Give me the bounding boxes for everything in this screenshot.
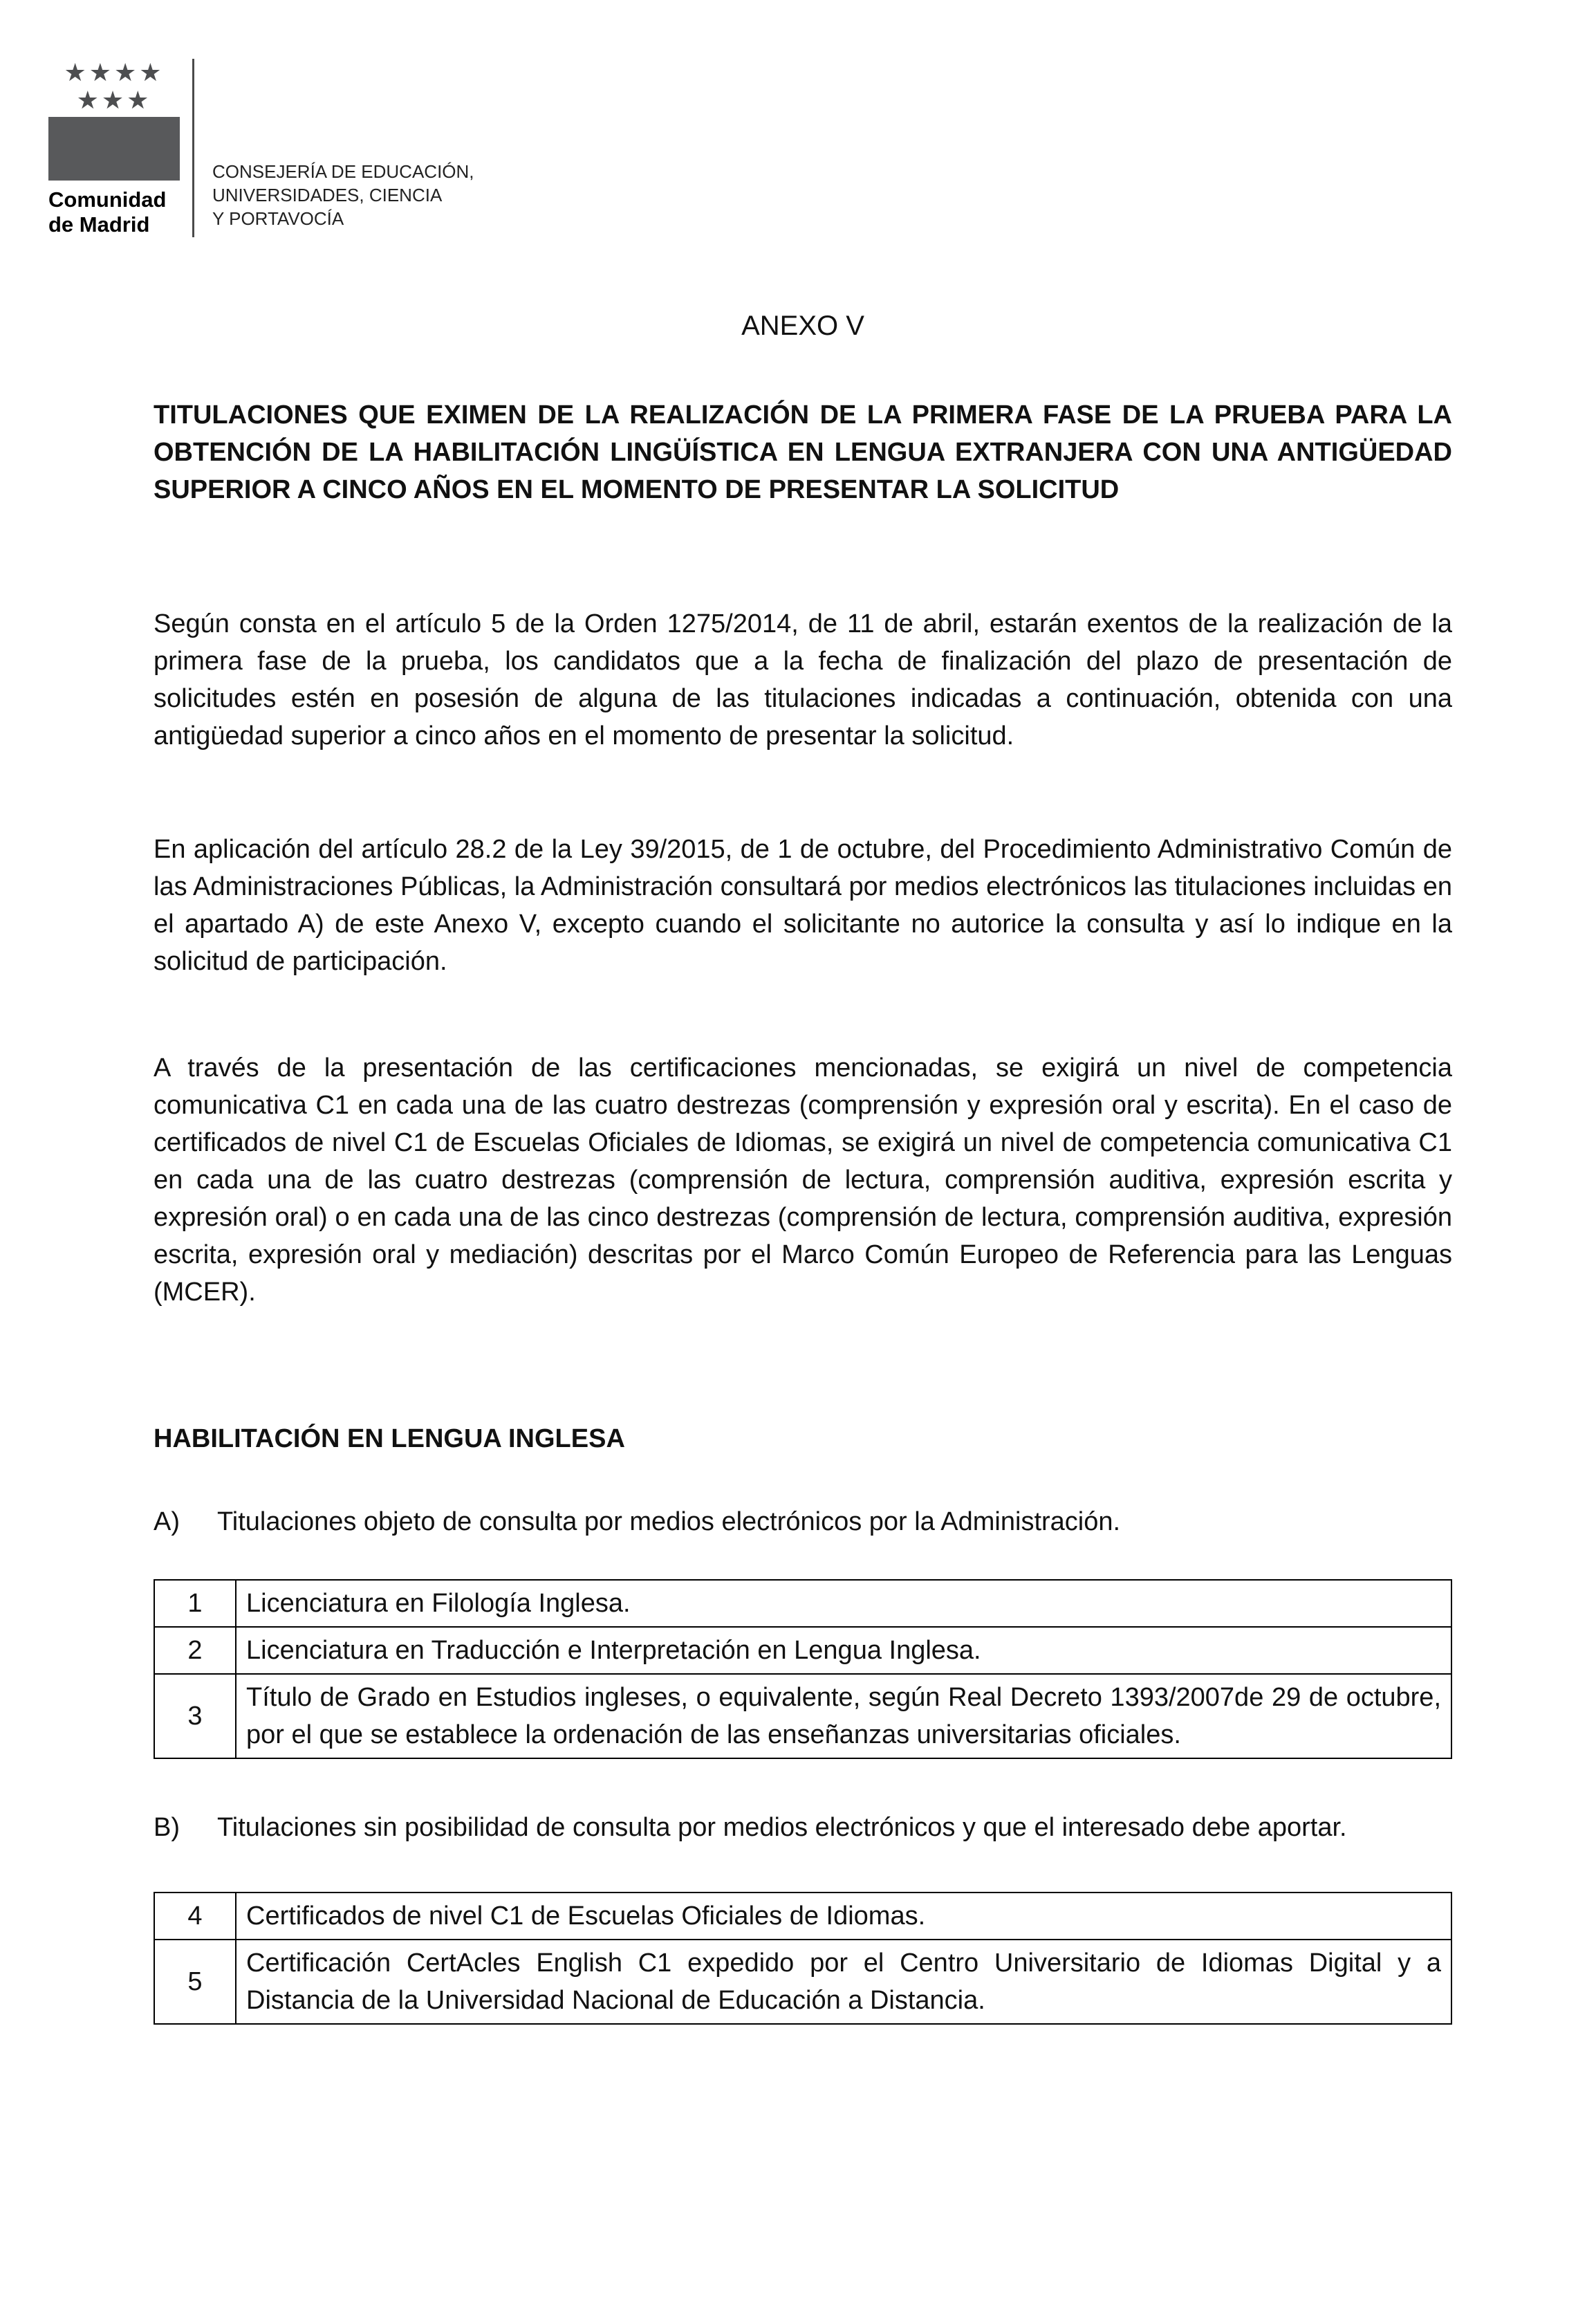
department-name xyxy=(212,59,474,230)
body-paragraph-3: A través de la presentación de las certificaciones mencionadas, se exigirá un nivel de competencia comunicativa C1 en cada una de las cuatro destrezas (comprensión y expresión oral y escrita). En el caso de certificados de nivel C1 de Escuelas Oficiales de Idiomas, se exigirá un nivel de competencia comunicativa C1 en cada una de las cuatro destrezas (comprensión de lectura, comprensión auditiva, expresión escrita y expresión oral) o en cada una de las cinco destrezas (comprensión de lectura, comprensión auditiva, expresión escrita, expresión oral y mediación) descritas por el Marco Común Europeo de Referencia para las Lenguas (MCER). xyxy=(154,1053,1452,1307)
intro-paragraph: TITULACIONES QUE EXIMEN DE LA REALIZACIÓN DE LA PRIMERA FASE DE LA PRUEBA PARA LA OBTENCIÓN DE LA HABILITACIÓN LINGÜÍSTICA EN LENGUA EXTRANJERA CON UNA ANTIGÜEDAD SUPERIOR A CINCO AÑOS EN EL MOMENTO DE PRESENTAR LA SOLICITUD xyxy=(154,400,1452,504)
row-number: 2 xyxy=(154,1627,236,1674)
row-number: 3 xyxy=(154,1674,236,1758)
body-paragraph-1: Según consta en el artículo 5 de la Orden 1275/2014, de 11 de abril, estarán exentos de la realización de la primera fase de la prueba, los candidatos que a la fecha de finalización del plazo de presentación de solicitudes estén en posesión de alguna de las titulaciones indicadas a continuación, obtenida con una antigüedad superior a cinco años en el momento de presentar la solicitud. xyxy=(154,609,1452,751)
list-label-b: B) xyxy=(154,1813,180,1842)
flag-band xyxy=(48,117,180,181)
row-number: 4 xyxy=(154,1893,236,1940)
row-text: Título de Grado en Estudios ingleses, o equivalente, según Real Decreto 1393/2007de 29 de octubre, por el que se establece la ordenación de las enseñanzas universitarias oficiales. xyxy=(236,1674,1451,1758)
list-item-a xyxy=(154,1503,1452,1540)
page-title: ANEXO V xyxy=(741,311,864,341)
stars-row-top-icon: ★★★★ xyxy=(64,58,165,86)
department-line1: CONSEJERÍA DE EDUCACIÓN, xyxy=(212,161,474,182)
table-row xyxy=(154,1940,1451,2024)
body-paragraph-2: En aplicación del artículo 28.2 de la Ley 39/2015, de 1 de octubre, del Procedimiento Administrativo Común de las Administraciones Públicas, la Administración consultará por medios electrónicos las titulaciones incluidas en el apartado A) de este Anexo V, excepto cuando el solicitante no autorice la consulta y así lo indique en la solicitud de participación. xyxy=(154,835,1452,976)
list-text-a: Titulaciones objeto de consulta por medios electrónicos por la Administración. xyxy=(217,1507,1121,1536)
madrid-flag-icon xyxy=(48,59,180,181)
comunidad-madrid-logo xyxy=(48,59,180,237)
department-line3: Y PORTAVOCÍA xyxy=(212,208,344,229)
list-item-b xyxy=(154,1809,1452,1846)
row-text: Licenciatura en Traducción e Interpretación en Lengua Inglesa. xyxy=(236,1627,1451,1674)
row-text: Certificación CertAcles English C1 expedido por el Centro Universitario de Idiomas Digital y a Distancia de la Universidad Nacional de Educación a Distancia. xyxy=(236,1940,1451,2024)
logo-wordmark xyxy=(48,187,180,237)
header-divider xyxy=(192,59,194,237)
row-text: Certificados de nivel C1 de Escuelas Oficiales de Idiomas. xyxy=(236,1893,1451,1940)
table-row xyxy=(154,1627,1451,1674)
titles-table-b xyxy=(154,1892,1452,2025)
row-number: 1 xyxy=(154,1580,236,1627)
row-text: Licenciatura en Filología Inglesa. xyxy=(236,1580,1451,1627)
table-row xyxy=(154,1893,1451,1940)
logo-wordmark-line2: de Madrid xyxy=(48,212,150,237)
titles-table-a xyxy=(154,1579,1452,1759)
table-row xyxy=(154,1674,1451,1758)
list-label-a: A) xyxy=(154,1507,180,1536)
section-heading: HABILITACIÓN EN LENGUA INGLESA xyxy=(154,1424,625,1453)
department-line2: UNIVERSIDADES, CIENCIA xyxy=(212,185,443,205)
document-header xyxy=(48,59,1452,237)
list-text-b: Titulaciones sin posibilidad de consulta por medios electrónicos y que el interesado debe aportar. xyxy=(217,1813,1347,1842)
stars-row-bottom-icon: ★★★ xyxy=(76,86,152,114)
logo-wordmark-line1: Comunidad xyxy=(48,187,167,212)
table-row xyxy=(154,1580,1451,1627)
row-number: 5 xyxy=(154,1940,236,2024)
